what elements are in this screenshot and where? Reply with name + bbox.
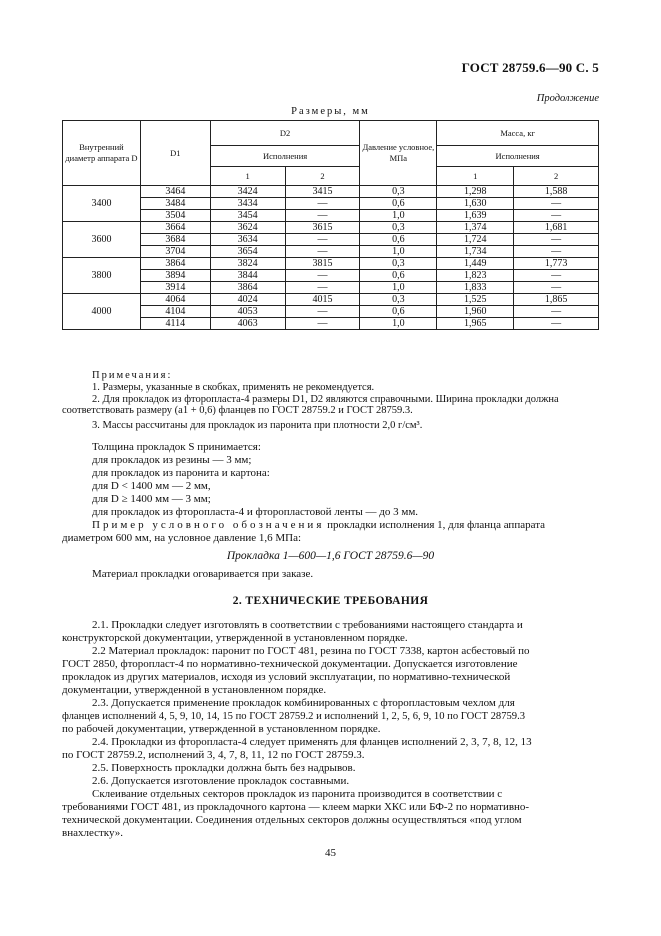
table-cell: 3415 bbox=[285, 186, 360, 198]
table-row bbox=[63, 234, 599, 246]
table-cell: — bbox=[285, 234, 360, 246]
table-cell: 1,588 bbox=[514, 186, 599, 198]
table-row bbox=[63, 294, 599, 306]
note-2-continuation: соответствовать размеру (a1 + 0,6) фланцев по ГОСТ 28759.2 и ГОСТ 28759.3. bbox=[62, 405, 413, 416]
designation-example: Прокладка 1—600—1,6 ГОСТ 28759.6—90 bbox=[226, 550, 435, 562]
table-cell: 3424 bbox=[210, 186, 285, 198]
p22-line: 2.2 Материал прокладок: паронит по ГОСТ 481, резина по ГОСТ 7338, картон асбестовый по bbox=[92, 645, 530, 657]
table-cell: 3864 bbox=[140, 258, 210, 270]
table-cell: — bbox=[285, 318, 360, 330]
header-d2: D2 bbox=[210, 121, 360, 146]
table-cell: — bbox=[514, 234, 599, 246]
p21-line: конструкторской документации, утвержденной в установленном порядке. bbox=[62, 632, 408, 644]
header-d2-v1: 1 bbox=[210, 167, 285, 186]
table-cell: — bbox=[285, 246, 360, 258]
table-cell: 1,374 bbox=[437, 222, 514, 234]
p25-line: 2.5. Поверхность прокладки должна быть без надрывов. bbox=[92, 762, 356, 774]
table-cell: 4053 bbox=[210, 306, 285, 318]
example-intro bbox=[92, 519, 599, 532]
table-cell: 1,773 bbox=[514, 258, 599, 270]
note-2: 2. Для прокладок из фторопласта-4 размеры D1, D2 являются справочными. Ширина прокладки должна bbox=[92, 394, 559, 405]
page-number: 45 bbox=[325, 847, 336, 859]
table-row bbox=[63, 306, 599, 318]
table-cell: 1,724 bbox=[437, 234, 514, 246]
table-cell: 3624 bbox=[210, 222, 285, 234]
thickness-paronite: для прокладок из паронита и картона: bbox=[92, 467, 270, 479]
table-cell: 3484 bbox=[140, 198, 210, 210]
table-cell: 1,298 bbox=[437, 186, 514, 198]
p27-line: технической документации. Соединения отдельных секторов должны осуществляться «под углом bbox=[62, 814, 522, 826]
table-cell: 4114 bbox=[140, 318, 210, 330]
notes-title: Примечания: bbox=[92, 370, 173, 381]
p22-line: документации, утвержденной в установленном порядке. bbox=[62, 684, 327, 696]
table-cell: 1,639 bbox=[437, 210, 514, 222]
table-cell: — bbox=[514, 210, 599, 222]
note-3: 3. Массы рассчитаны для прокладок из паронита при плотности 2,0 г/см³. bbox=[92, 420, 423, 431]
header-inner-diameter: Внутренний диаметр аппарата D bbox=[63, 121, 141, 186]
page-header: ГОСТ 28759.6—90 С. 5 bbox=[461, 60, 599, 75]
table-cell: 1,960 bbox=[437, 306, 514, 318]
table-cell: — bbox=[514, 270, 599, 282]
table-cell: 0,6 bbox=[360, 234, 437, 246]
table-cell: 1,449 bbox=[437, 258, 514, 270]
table-cell: 0,3 bbox=[360, 186, 437, 198]
table-cell: 3815 bbox=[285, 258, 360, 270]
table-cell: 1,965 bbox=[437, 318, 514, 330]
header-mass-v2: 2 bbox=[514, 167, 599, 186]
p23-line: фланцев исполнений 4, 5, 9, 10, 14, 15 по ГОСТ 28759.2 и исполнений 1, 2, 5, 6, 9, 10 по ГОСТ 28759.3 bbox=[62, 711, 526, 722]
table-row bbox=[63, 186, 599, 198]
header-mass-v1: 1 bbox=[437, 167, 514, 186]
table-cell: 3894 bbox=[140, 270, 210, 282]
table-cell: 1,833 bbox=[437, 282, 514, 294]
header-mass: Масса, кг bbox=[437, 121, 599, 146]
table-cell: 4063 bbox=[210, 318, 285, 330]
header-d2-versions: Исполнения bbox=[210, 146, 360, 167]
note-1: 1. Размеры, указанные в скобках, применять не рекомендуется. bbox=[92, 382, 375, 393]
table-cell: — bbox=[285, 270, 360, 282]
table-row bbox=[63, 222, 599, 234]
table-row bbox=[63, 318, 599, 330]
table-cell: 3684 bbox=[140, 234, 210, 246]
table-cell: — bbox=[514, 282, 599, 294]
header-d2-v2: 2 bbox=[285, 167, 360, 186]
table-cell: 3504 bbox=[140, 210, 210, 222]
table-cell: 1,734 bbox=[437, 246, 514, 258]
thickness-small-d: для D < 1400 мм — 2 мм, bbox=[92, 480, 211, 492]
table-cell: 1,0 bbox=[360, 210, 437, 222]
diameter-cell: 4000 bbox=[63, 294, 141, 330]
table-cell: 0,6 bbox=[360, 198, 437, 210]
diameter-cell: 3600 bbox=[63, 222, 141, 258]
table-cell: 3454 bbox=[210, 210, 285, 222]
table-row bbox=[63, 282, 599, 294]
table-row bbox=[63, 270, 599, 282]
table-cell: 1,823 bbox=[437, 270, 514, 282]
header-pressure: Давление условное, МПа bbox=[360, 121, 437, 186]
table-cell: 3654 bbox=[210, 246, 285, 258]
p22-line: прокладок из других материалов, исходя из условий эксплуатации, по нормативно-технической bbox=[62, 671, 511, 683]
p24-line: 2.4. Прокладки из фторопласта-4 следует применять для фланцев исполнений 2, 3, 7, 8, 12, 13 bbox=[92, 736, 532, 748]
p27-line: внахлестку». bbox=[62, 827, 124, 839]
units-caption: Размеры, мм bbox=[291, 106, 370, 117]
table-cell: 4104 bbox=[140, 306, 210, 318]
table-cell: — bbox=[514, 198, 599, 210]
table-cell: 0,6 bbox=[360, 270, 437, 282]
p26-line: 2.6. Допускается изготовление прокладок составными. bbox=[92, 775, 350, 787]
table-cell: 4064 bbox=[140, 294, 210, 306]
table-cell: — bbox=[514, 246, 599, 258]
table-cell: — bbox=[285, 282, 360, 294]
section-2-title: 2. ТЕХНИЧЕСКИЕ ТРЕБОВАНИЯ bbox=[232, 595, 429, 607]
table-cell: — bbox=[514, 306, 599, 318]
table-cell: 0,3 bbox=[360, 294, 437, 306]
table-row bbox=[63, 258, 599, 270]
p24-line: по ГОСТ 28759.2, исполнений 3, 4, 7, 8, 11, 12 по ГОСТ 28759.3. bbox=[62, 749, 365, 761]
table-cell: — bbox=[285, 198, 360, 210]
table-row bbox=[63, 210, 599, 222]
table-cell: 3914 bbox=[140, 282, 210, 294]
example-rest: прокладки исполнения 1, для фланца аппарата bbox=[324, 519, 546, 531]
header-d1: D1 bbox=[140, 121, 210, 186]
table-cell: 3864 bbox=[210, 282, 285, 294]
thickness-large-d: для D ≥ 1400 мм — 3 мм; bbox=[92, 493, 211, 505]
table-cell: 3464 bbox=[140, 186, 210, 198]
thickness-intro: Толщина прокладок S принимается: bbox=[92, 441, 261, 453]
p27-line: Склеивание отдельных секторов прокладок из паронита производится в соответствии с bbox=[92, 788, 503, 800]
table-cell: 1,630 bbox=[437, 198, 514, 210]
table-cell: — bbox=[514, 318, 599, 330]
table-cell: 3634 bbox=[210, 234, 285, 246]
dimensions-table bbox=[62, 120, 599, 330]
thickness-ptfe: для прокладок из фторопласта-4 и фторопластовой ленты — до 3 мм. bbox=[92, 506, 419, 518]
table-row bbox=[63, 198, 599, 210]
header-mass-versions: Исполнения bbox=[437, 146, 599, 167]
table-cell: 0,6 bbox=[360, 306, 437, 318]
table-cell: 1,0 bbox=[360, 282, 437, 294]
diameter-cell: 3400 bbox=[63, 186, 141, 222]
table-cell: 1,0 bbox=[360, 318, 437, 330]
table-cell: 0,3 bbox=[360, 222, 437, 234]
diameter-cell: 3800 bbox=[63, 258, 141, 294]
table-cell: 3615 bbox=[285, 222, 360, 234]
table-cell: 3434 bbox=[210, 198, 285, 210]
table-cell: 1,525 bbox=[437, 294, 514, 306]
table-cell: 3704 bbox=[140, 246, 210, 258]
table-cell: 3664 bbox=[140, 222, 210, 234]
example-line-2: диаметром 600 мм, на условное давление 1,6 МПа: bbox=[62, 532, 302, 544]
p22-line: ГОСТ 2850, фторопласт-4 по нормативно-технической документации. Допускается изготовление bbox=[62, 658, 518, 670]
p27-line: требованиями ГОСТ 481, из прокладочного картона — клеем марки ХКС или БФ-2 по нормативно- bbox=[62, 801, 530, 813]
table-cell: — bbox=[285, 306, 360, 318]
example-spaced: Пример условного обозначения bbox=[92, 519, 325, 531]
table-cell: 4024 bbox=[210, 294, 285, 306]
table-cell: 4015 bbox=[285, 294, 360, 306]
p21-line: 2.1. Прокладки следует изготовлять в соответствии с требованиями настоящего стандарта и bbox=[92, 619, 523, 631]
table-cell: 3824 bbox=[210, 258, 285, 270]
p23-line: по рабочей документации, утвержденной в установленном порядке. bbox=[62, 723, 381, 735]
table-cell: 1,865 bbox=[514, 294, 599, 306]
thickness-rubber: для прокладок из резины — 3 мм; bbox=[92, 454, 252, 466]
p23-line: 2.3. Допускается применение прокладок комбинированных с фторопластовым чехлом для bbox=[92, 697, 515, 709]
table-cell: — bbox=[285, 210, 360, 222]
table-cell: 0,3 bbox=[360, 258, 437, 270]
table-cell: 1,681 bbox=[514, 222, 599, 234]
table-cell: 3844 bbox=[210, 270, 285, 282]
table-row bbox=[63, 246, 599, 258]
table-cell: 1,0 bbox=[360, 246, 437, 258]
continued-label: Продолжение bbox=[536, 93, 599, 104]
material-note: Материал прокладки оговаривается при заказе. bbox=[92, 568, 314, 580]
